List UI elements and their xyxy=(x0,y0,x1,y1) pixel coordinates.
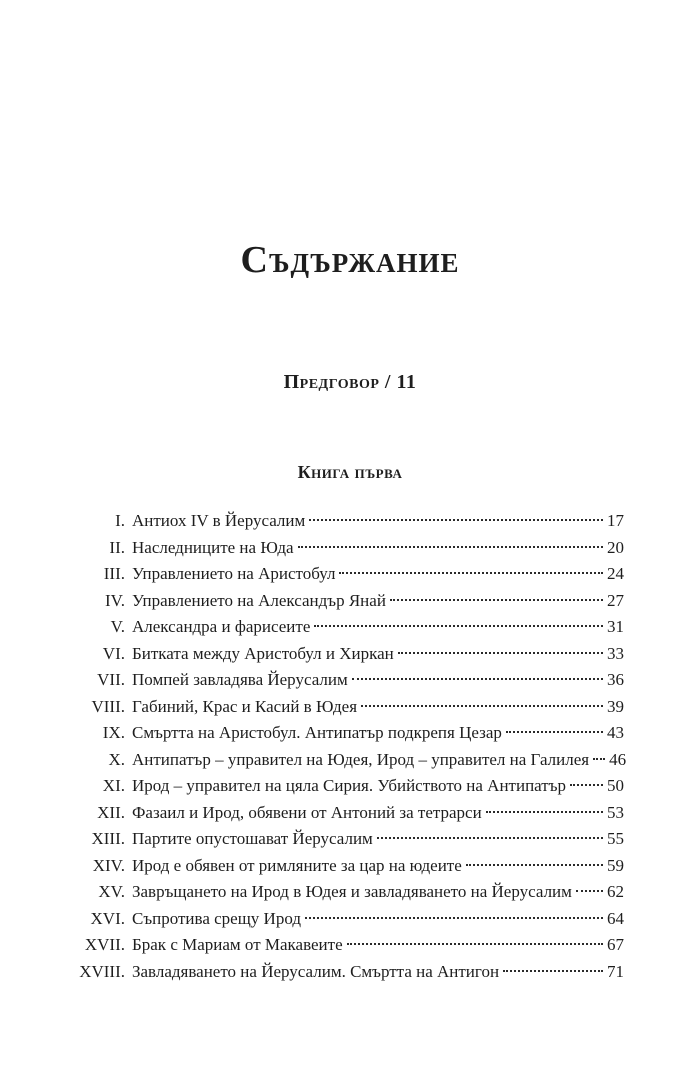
toc-dot-leader xyxy=(339,572,603,574)
toc-chapter-number: I. xyxy=(115,511,125,530)
toc-page-number: 64 xyxy=(607,908,624,928)
toc-chapter-title: Завладяването на Йерусалим. Смъртта на Антигон xyxy=(132,961,500,981)
toc-entry xyxy=(132,694,624,721)
toc-dot-leader xyxy=(503,970,603,972)
toc-entry xyxy=(132,561,624,588)
toc-chapter-title: Антиох IV в Йерусалим xyxy=(132,511,306,530)
toc-chapter-title: Антипатър – управител на Юдея, Ирод – управител на Галилея xyxy=(132,749,590,769)
toc-entry xyxy=(132,588,624,615)
toc-row xyxy=(0,508,700,535)
toc-page-number: 46 xyxy=(609,749,627,769)
toc-entry xyxy=(132,720,624,747)
toc-dot-leader xyxy=(466,864,603,866)
toc-dot-leader xyxy=(570,784,603,786)
toc-entry xyxy=(132,853,624,880)
toc-chapter-number: III. xyxy=(103,564,125,583)
toc-chapter-title: Управлението на Аристобул xyxy=(132,564,336,583)
toc-page-number: 33 xyxy=(607,643,624,663)
toc-row xyxy=(0,614,700,641)
toc-chapter-number: XVII. xyxy=(84,935,125,954)
toc-page-number: 71 xyxy=(607,961,624,981)
toc-dot-leader xyxy=(361,705,603,707)
toc-entry xyxy=(132,747,627,774)
toc-dot-leader xyxy=(398,652,603,654)
toc-chapter-title: Ирод е обявен от римляните за цар на юдеите xyxy=(132,855,462,875)
toc-row xyxy=(0,800,700,827)
toc-chapter-title: Наследниците на Юда xyxy=(132,537,294,557)
toc-row xyxy=(0,720,700,747)
toc-entry xyxy=(132,826,624,853)
toc-row xyxy=(0,641,700,668)
toc-page-number: 36 xyxy=(607,670,624,689)
toc-row xyxy=(0,747,700,774)
toc-chapter-title: Битката между Аристобул и Хиркан xyxy=(132,643,394,663)
preface-entry: Предговор / 11 xyxy=(283,371,417,393)
toc-dot-leader xyxy=(298,546,603,548)
toc-entry xyxy=(132,800,624,827)
toc-dot-leader xyxy=(314,625,603,627)
toc-dot-leader xyxy=(576,890,603,892)
toc-dot-leader xyxy=(390,599,603,601)
toc-row xyxy=(0,959,700,986)
toc-entry xyxy=(132,508,624,535)
toc-page-number: 67 xyxy=(607,935,624,954)
toc-entry xyxy=(132,906,624,933)
toc-page-number: 20 xyxy=(607,537,624,557)
toc-chapter-number: XVIII. xyxy=(79,961,125,981)
toc-row xyxy=(0,879,700,906)
toc-entry xyxy=(132,879,624,906)
toc-chapter-title: Ирод – управител на цяла Сирия. Убийството на Антипатър xyxy=(132,776,566,795)
toc-chapter-title: Завръщането на Ирод в Юдея и завладяването на Йерусалим xyxy=(132,882,572,901)
toc-row xyxy=(0,535,700,562)
toc-chapter-title: Габиний, Крас и Касий в Юдея xyxy=(132,696,358,716)
toc-dot-leader xyxy=(377,837,603,839)
toc-dot-leader xyxy=(305,917,603,919)
toc-dot-leader xyxy=(593,758,605,760)
toc-chapter-number: XII. xyxy=(97,802,125,822)
toc-page-number: 55 xyxy=(607,829,624,848)
toc-page-number: 43 xyxy=(607,723,624,742)
toc-row xyxy=(0,932,700,959)
toc-chapter-number: X. xyxy=(108,749,125,769)
toc-row xyxy=(0,906,700,933)
toc-chapter-title: Фазаил и Ирод, обявени от Антоний за тетрарси xyxy=(132,802,482,822)
toc-row xyxy=(0,853,700,880)
toc-page-number: 59 xyxy=(607,855,624,875)
toc-row xyxy=(0,694,700,721)
toc-row xyxy=(0,826,700,853)
toc-chapter-number: IX. xyxy=(102,723,125,742)
toc-page-number: 24 xyxy=(607,564,624,583)
toc-entry xyxy=(132,641,624,668)
toc-chapter-number: XI. xyxy=(102,776,125,795)
toc-page-number: 17 xyxy=(607,511,624,530)
toc-dot-leader xyxy=(309,519,603,521)
toc-entry xyxy=(132,932,624,959)
toc-chapter-number: VII. xyxy=(97,670,125,689)
toc-dot-leader xyxy=(486,811,603,813)
toc-chapter-number: XVI. xyxy=(90,908,125,928)
toc-row xyxy=(0,773,700,800)
toc-entry xyxy=(132,614,624,641)
page-title: Съдържание xyxy=(240,239,460,281)
toc-row xyxy=(0,588,700,615)
toc-entry xyxy=(132,773,624,800)
toc-page-number: 50 xyxy=(607,776,624,795)
toc-chapter-title: Смъртта на Аристобул. Антипатър подкрепя Цезар xyxy=(132,723,502,742)
toc-chapter-title: Съпротива срещу Ирод xyxy=(132,908,301,928)
toc-chapter-title: Партите опустошават Йерусалим xyxy=(132,829,373,848)
toc-chapter-number: XIV. xyxy=(92,855,125,875)
toc-entry xyxy=(132,959,624,986)
toc-chapter-title: Александра и фарисеите xyxy=(132,617,311,636)
toc-entry xyxy=(132,667,624,694)
toc-chapter-title: Помпей завладява Йерусалим xyxy=(132,670,348,689)
toc-dot-leader xyxy=(347,943,603,945)
toc-chapter-title: Управлението на Александър Янай xyxy=(132,590,386,610)
toc-chapter-number: XIII. xyxy=(91,829,125,848)
toc-chapter-number: VIII. xyxy=(91,696,125,716)
table-of-contents xyxy=(0,508,700,985)
toc-page-number: 62 xyxy=(607,882,624,901)
book-heading: Книга първа xyxy=(297,462,403,482)
toc-chapter-number: VI. xyxy=(102,643,125,663)
toc-chapter-title: Брак с Мариам от Макавеите xyxy=(132,935,343,954)
toc-chapter-number: IV. xyxy=(105,590,125,610)
toc-entry xyxy=(132,535,624,562)
toc-chapter-number: V. xyxy=(110,617,125,636)
toc-page-number: 31 xyxy=(607,617,624,636)
toc-row xyxy=(0,667,700,694)
toc-row xyxy=(0,561,700,588)
toc-chapter-number: XV. xyxy=(98,882,125,901)
toc-page-number: 53 xyxy=(607,802,624,822)
toc-dot-leader xyxy=(352,678,603,680)
toc-dot-leader xyxy=(506,731,603,733)
toc-page-number: 39 xyxy=(607,696,624,716)
toc-chapter-number: II. xyxy=(109,537,125,557)
toc-page-number: 27 xyxy=(607,590,624,610)
